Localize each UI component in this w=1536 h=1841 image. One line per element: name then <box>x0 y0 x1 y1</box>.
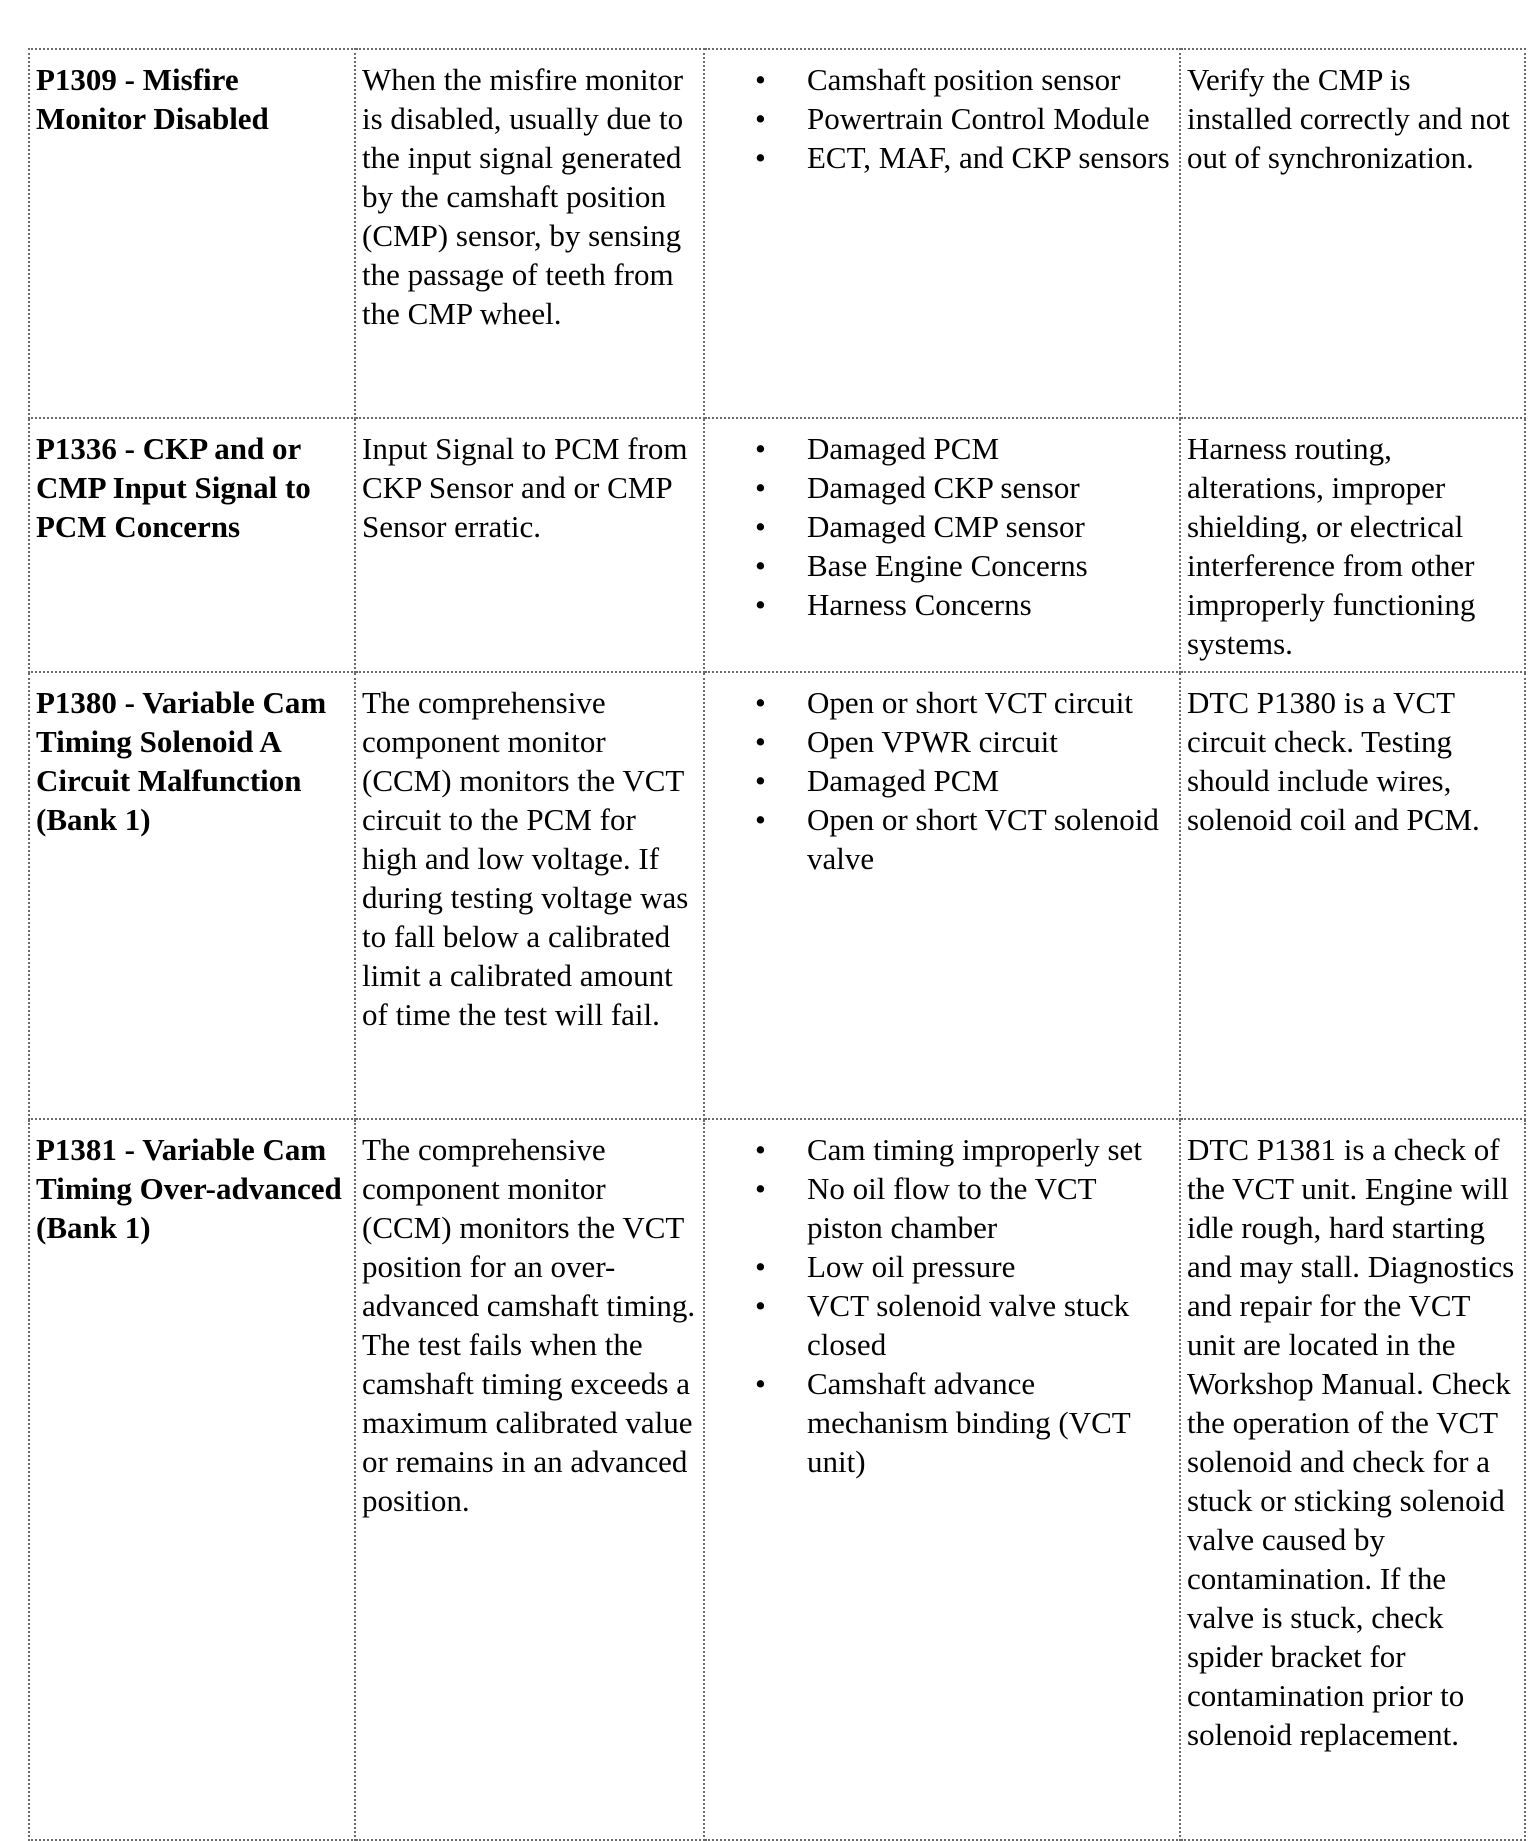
list-item: • Open or short VCT circuit <box>807 683 1173 722</box>
list-item: • Powertrain Control Module <box>807 99 1173 138</box>
list-item: • Damaged PCM <box>807 429 1173 468</box>
list-item: • Low oil pressure <box>807 1247 1173 1286</box>
list-item: • Damaged CMP sensor <box>807 507 1173 546</box>
dtc-code-cell: P1309 - Misfire Monitor Disabled <box>29 49 355 418</box>
action-cell: DTC P1380 is a VCT circuit check. Testing should include wires, solenoid coil and PCM. <box>1180 672 1525 1119</box>
action-cell: DTC P1381 is a check of the VCT unit. Engine will idle rough, hard starting and may stall. Diagnostics and repair for the VCT unit are located in the Workshop Manual. Check the operation of the VCT solenoid and check for a stuck or sticking solenoid valve caused by contamination. If the valve is stuck, check spider bracket for contamination prior to solenoid replacement. <box>1180 1119 1525 1840</box>
possible-causes-cell <box>704 418 1180 672</box>
description-cell: Input Signal to PCM from CKP Sensor and or CMP Sensor erratic. <box>355 418 704 672</box>
list-item: • Open or short VCT solenoid valve <box>807 800 1173 878</box>
list-item: • Open VPWR circuit <box>807 722 1173 761</box>
table-row <box>29 49 1525 418</box>
possible-causes-cell <box>704 1119 1180 1840</box>
list-item: • VCT solenoid valve stuck closed <box>807 1286 1173 1364</box>
description-cell: When the misfire monitor is disabled, usually due to the input signal generated by the camshaft position (CMP) sensor, by sensing the passage of teeth from the CMP wheel. <box>355 49 704 418</box>
description-cell: The comprehensive component monitor (CCM) monitors the VCT circuit to the PCM for high and low voltage. If during testing voltage was to fall below a calibrated limit a calibrated amount of time the test will fail. <box>355 672 704 1119</box>
possible-causes-cell <box>704 49 1180 418</box>
cause-list <box>711 1130 1173 1481</box>
dtc-table <box>28 48 1526 1841</box>
list-item: • Harness Concerns <box>807 585 1173 624</box>
list-item: • Damaged CKP sensor <box>807 468 1173 507</box>
list-item: • ECT, MAF, and CKP sensors <box>807 138 1173 177</box>
action-cell: Harness routing, alterations, improper shielding, or electrical interference from other improperly functioning systems. <box>1180 418 1525 672</box>
dtc-code-cell: P1336 - CKP and or CMP Input Signal to PCM Concerns <box>29 418 355 672</box>
list-item: • No oil flow to the VCT piston chamber <box>807 1169 1173 1247</box>
list-item: • Base Engine Concerns <box>807 546 1173 585</box>
cause-list <box>711 60 1173 177</box>
action-cell: Verify the CMP is installed correctly and not out of synchronization. <box>1180 49 1525 418</box>
cause-list <box>711 683 1173 878</box>
possible-causes-cell <box>704 672 1180 1119</box>
list-item: • Cam timing improperly set <box>807 1130 1173 1169</box>
table-row <box>29 672 1525 1119</box>
list-item: • Camshaft position sensor <box>807 60 1173 99</box>
table-row <box>29 418 1525 672</box>
description-cell: The comprehensive component monitor (CCM) monitors the VCT position for an over-advanced camshaft timing. The test fails when the camshaft timing exceeds a maximum calibrated value or remains in an advanced position. <box>355 1119 704 1840</box>
cause-list <box>711 429 1173 624</box>
dtc-code-cell: P1380 - Variable Cam Timing Solenoid A Circuit Malfunction (Bank 1) <box>29 672 355 1119</box>
table-row <box>29 1119 1525 1840</box>
list-item: • Camshaft advance mechanism binding (VCT unit) <box>807 1364 1173 1481</box>
list-item: • Damaged PCM <box>807 761 1173 800</box>
dtc-code-cell: P1381 - Variable Cam Timing Over-advanced (Bank 1) <box>29 1119 355 1840</box>
